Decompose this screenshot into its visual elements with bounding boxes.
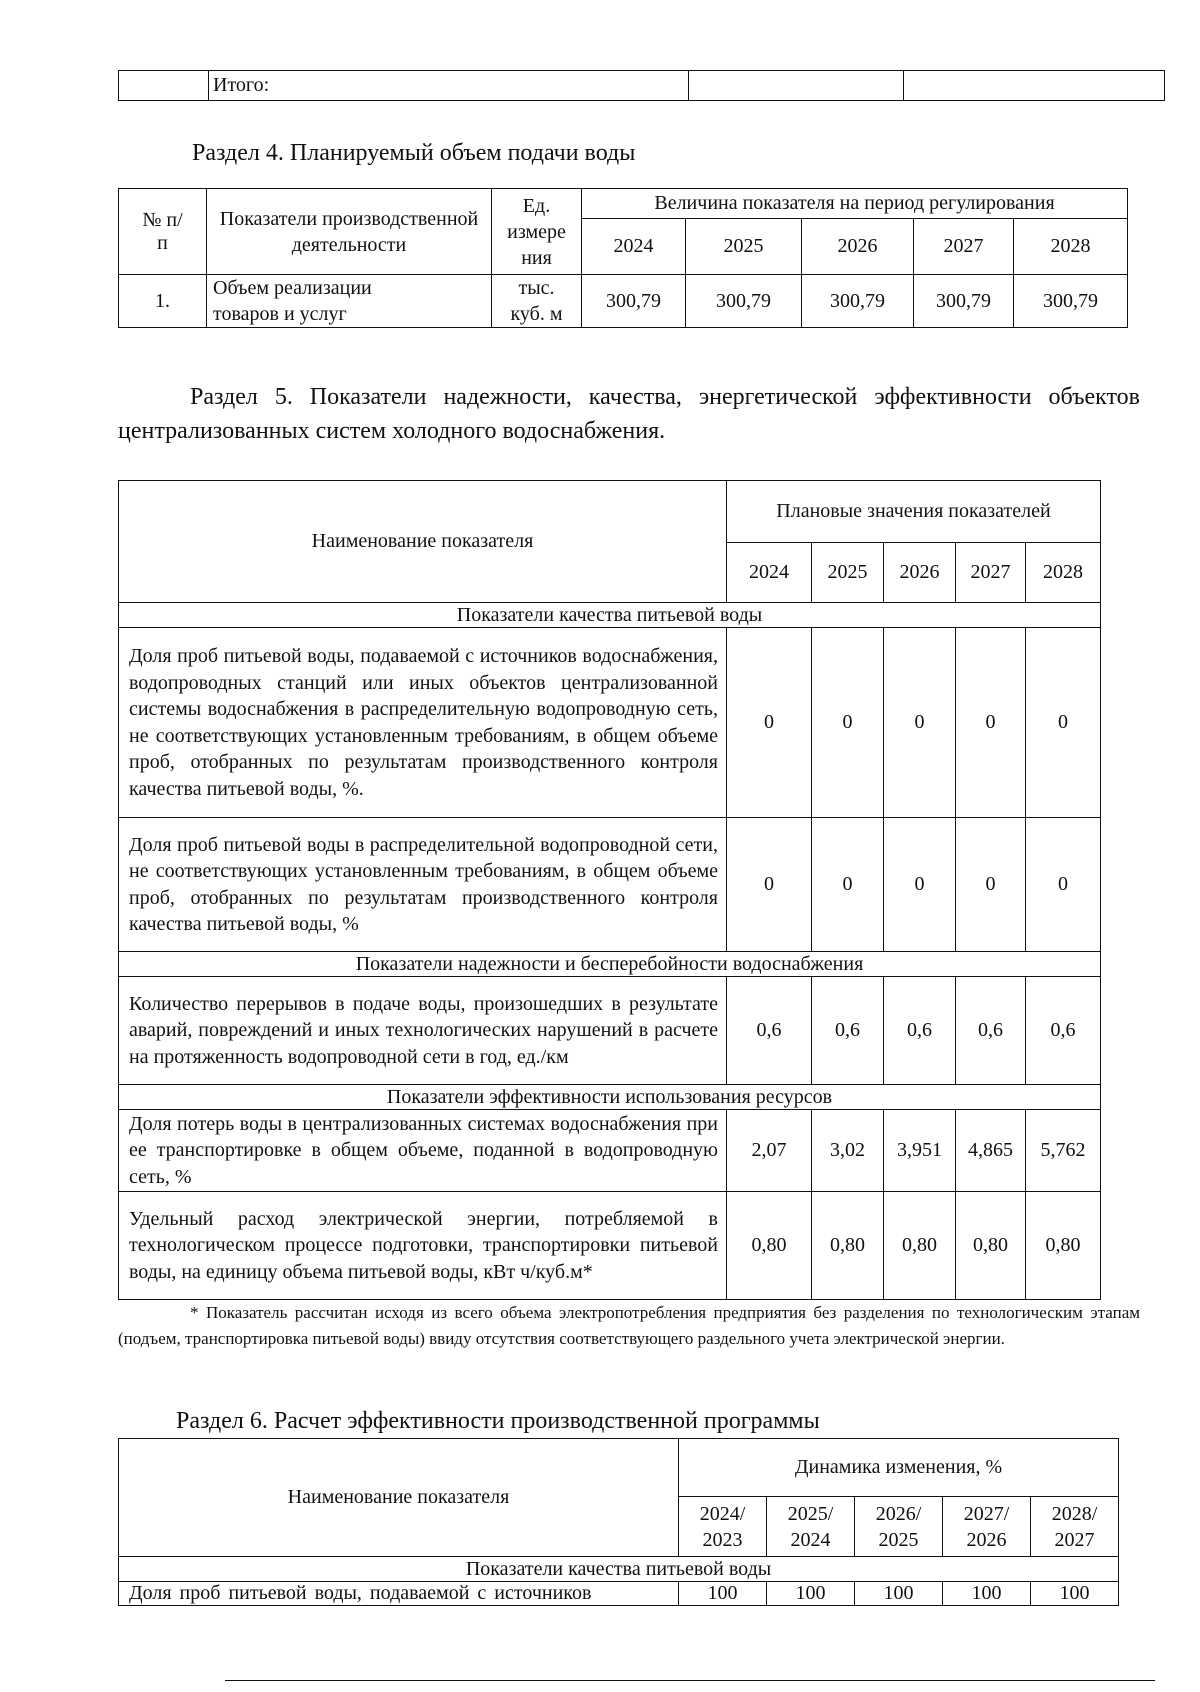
s5-row-value: 0 (884, 628, 956, 818)
s4-table-row (119, 275, 1128, 328)
s5-row-value: 0,80 (956, 1192, 1026, 1300)
s5-row-value: 0 (1026, 628, 1101, 818)
s4-header-value: Величина показателя на период регулирования (582, 189, 1128, 219)
total-label: Итого: (209, 71, 689, 101)
total-empty-cell (119, 71, 209, 101)
s5-row-value: 0,6 (727, 977, 812, 1085)
s4-header-unit: Ед. измере ния (492, 189, 582, 275)
section4-heading: Раздел 4. Планируемый объем подачи воды (192, 140, 636, 166)
s5-group-title: Показатели надежности и бесперебойности водоснабжения (119, 952, 1101, 977)
s6-row-value: 100 (1031, 1582, 1119, 1606)
s5-row-name: Количество перерывов в подаче воды, произошедших в результате аварий, повреждений и иных технологических нарушений в расчете на протяженность водопроводной сети в год, ед./км (119, 977, 727, 1085)
s5-row-value: 0 (1026, 818, 1101, 952)
s6-header-name: Наименование показателя (119, 1439, 679, 1557)
s5-year: 2024 (727, 543, 812, 603)
total-empty-cell (689, 71, 904, 101)
table-row (119, 628, 1101, 818)
s5-group-title: Показатели качества питьевой воды (119, 603, 1101, 628)
s6-row-value: 100 (855, 1582, 943, 1606)
s5-row-value: 0,6 (884, 977, 956, 1085)
s6-row-value: 100 (679, 1582, 767, 1606)
s6-period: 2028/ 2027 (1031, 1497, 1119, 1557)
s4-year: 2024 (582, 219, 686, 275)
s4-row-unit: тыс. куб. м (492, 275, 582, 328)
page-bottom-rule (225, 1680, 1155, 1681)
s5-row-name: Доля потерь воды в централизованных системах водоснабжения при ее транспортировке в общем объеме, поданной в водопроводную сеть, % (119, 1110, 727, 1192)
total-empty-cell (904, 71, 1165, 101)
section6-heading: Раздел 6. Расчет эффективности производственной программы (176, 1408, 820, 1434)
s6-row-value: 100 (943, 1582, 1031, 1606)
s5-row-value: 0 (727, 818, 812, 952)
s6-group-header (119, 1557, 1119, 1582)
s5-row-value: 0,6 (812, 977, 884, 1085)
s5-row-value: 5,762 (1026, 1110, 1101, 1192)
s5-row-value: 0 (812, 628, 884, 818)
s5-row-value: 0 (812, 818, 884, 952)
s5-row-value: 0,80 (1026, 1192, 1101, 1300)
s4-year: 2026 (802, 219, 914, 275)
s5-row-name: Доля проб питьевой воды в распределительной водопроводной сети, не соответствующих установленным требованиям, в общем объеме проб, отобранных по результатам производственного контроля качества питьевой воды, % (119, 818, 727, 952)
s4-row-value: 300,79 (1014, 275, 1128, 328)
s5-row-value: 0,80 (727, 1192, 812, 1300)
s5-row-value: 0,6 (956, 977, 1026, 1085)
s5-group-header (119, 952, 1101, 977)
s5-header-name: Наименование показателя (119, 481, 727, 603)
section5-table (118, 480, 1101, 1300)
s4-row-value: 300,79 (582, 275, 686, 328)
s5-year: 2025 (812, 543, 884, 603)
s5-row-value: 0 (884, 818, 956, 952)
s5-group-header (119, 1085, 1101, 1110)
table-row (119, 818, 1101, 952)
s6-period: 2026/ 2025 (855, 1497, 943, 1557)
table-row (119, 1110, 1101, 1192)
s5-group-header (119, 603, 1101, 628)
s5-row-name: Доля проб питьевой воды, подаваемой с источников водоснабжения, водопроводных станций или иных объектов централизованной системы водоснабжения в распределительную водопроводную сеть, не соответствующих установленным требованиям, в общем объеме проб, отобранных по результатам производственного контроля качества питьевой воды, %. (119, 628, 727, 818)
s6-period: 2027/ 2026 (943, 1497, 1031, 1557)
s4-row-name: Объем реализации товаров и услуг (207, 275, 492, 328)
section5-footnote: * Показатель рассчитан исходя из всего объема электропотребления предприятия без разделения по технологическим этапам (подъем, транспортировка питьевой воды) ввиду отсутствия соответствующего раздельного учета электрической энергии. (118, 1303, 1140, 1348)
s6-period: 2025/ 2024 (767, 1497, 855, 1557)
s5-row-value: 4,865 (956, 1110, 1026, 1192)
s4-row-value: 300,79 (802, 275, 914, 328)
s6-row-value: 100 (767, 1582, 855, 1606)
s4-year: 2028 (1014, 219, 1128, 275)
s5-row-value: 0 (956, 628, 1026, 818)
s5-row-value: 0,80 (884, 1192, 956, 1300)
s6-group-title: Показатели качества питьевой воды (119, 1557, 1119, 1582)
s4-year: 2027 (914, 219, 1014, 275)
table-row (119, 977, 1101, 1085)
s6-period: 2024/ 2023 (679, 1497, 767, 1557)
s6-header-dynamics: Динамика изменения, % (679, 1439, 1119, 1497)
s5-group-title: Показатели эффективности использования ресурсов (119, 1085, 1101, 1110)
section5-heading: Раздел 5. Показатели надежности, качества, энергетической эффективности объектов централизованных систем холодного водоснабжения. (118, 384, 1140, 444)
s5-row-value: 0 (727, 628, 812, 818)
s5-row-value: 0,6 (1026, 977, 1101, 1085)
table-row (119, 1192, 1101, 1300)
s4-header-num: № п/п (119, 189, 207, 275)
s5-row-value: 0,80 (812, 1192, 884, 1300)
section6-table (118, 1438, 1119, 1606)
s5-row-name: Удельный расход электрической энергии, потребляемой в технологическом процессе подготовки, транспортировки питьевой воды, на единицу объема питьевой воды, кВт ч/куб.м* (119, 1192, 727, 1300)
s4-row-num: 1. (119, 275, 207, 328)
s5-header-plan: Плановые значения показателей (727, 481, 1101, 543)
s4-header-indicators: Показатели производственной деятельности (207, 189, 492, 275)
s5-row-value: 3,02 (812, 1110, 884, 1192)
s6-row-name: Доля проб питьевой воды, подаваемой с источников (119, 1582, 679, 1606)
section4-table (118, 188, 1128, 328)
s5-year: 2026 (884, 543, 956, 603)
s5-row-value: 2,07 (727, 1110, 812, 1192)
s5-year: 2028 (1026, 543, 1101, 603)
s4-row-value: 300,79 (686, 275, 802, 328)
total-table (118, 70, 1165, 101)
table-row (119, 1582, 1119, 1606)
s4-row-value: 300,79 (914, 275, 1014, 328)
s5-row-value: 0 (956, 818, 1026, 952)
s5-year: 2027 (956, 543, 1026, 603)
s5-row-value: 3,951 (884, 1110, 956, 1192)
s4-year: 2025 (686, 219, 802, 275)
